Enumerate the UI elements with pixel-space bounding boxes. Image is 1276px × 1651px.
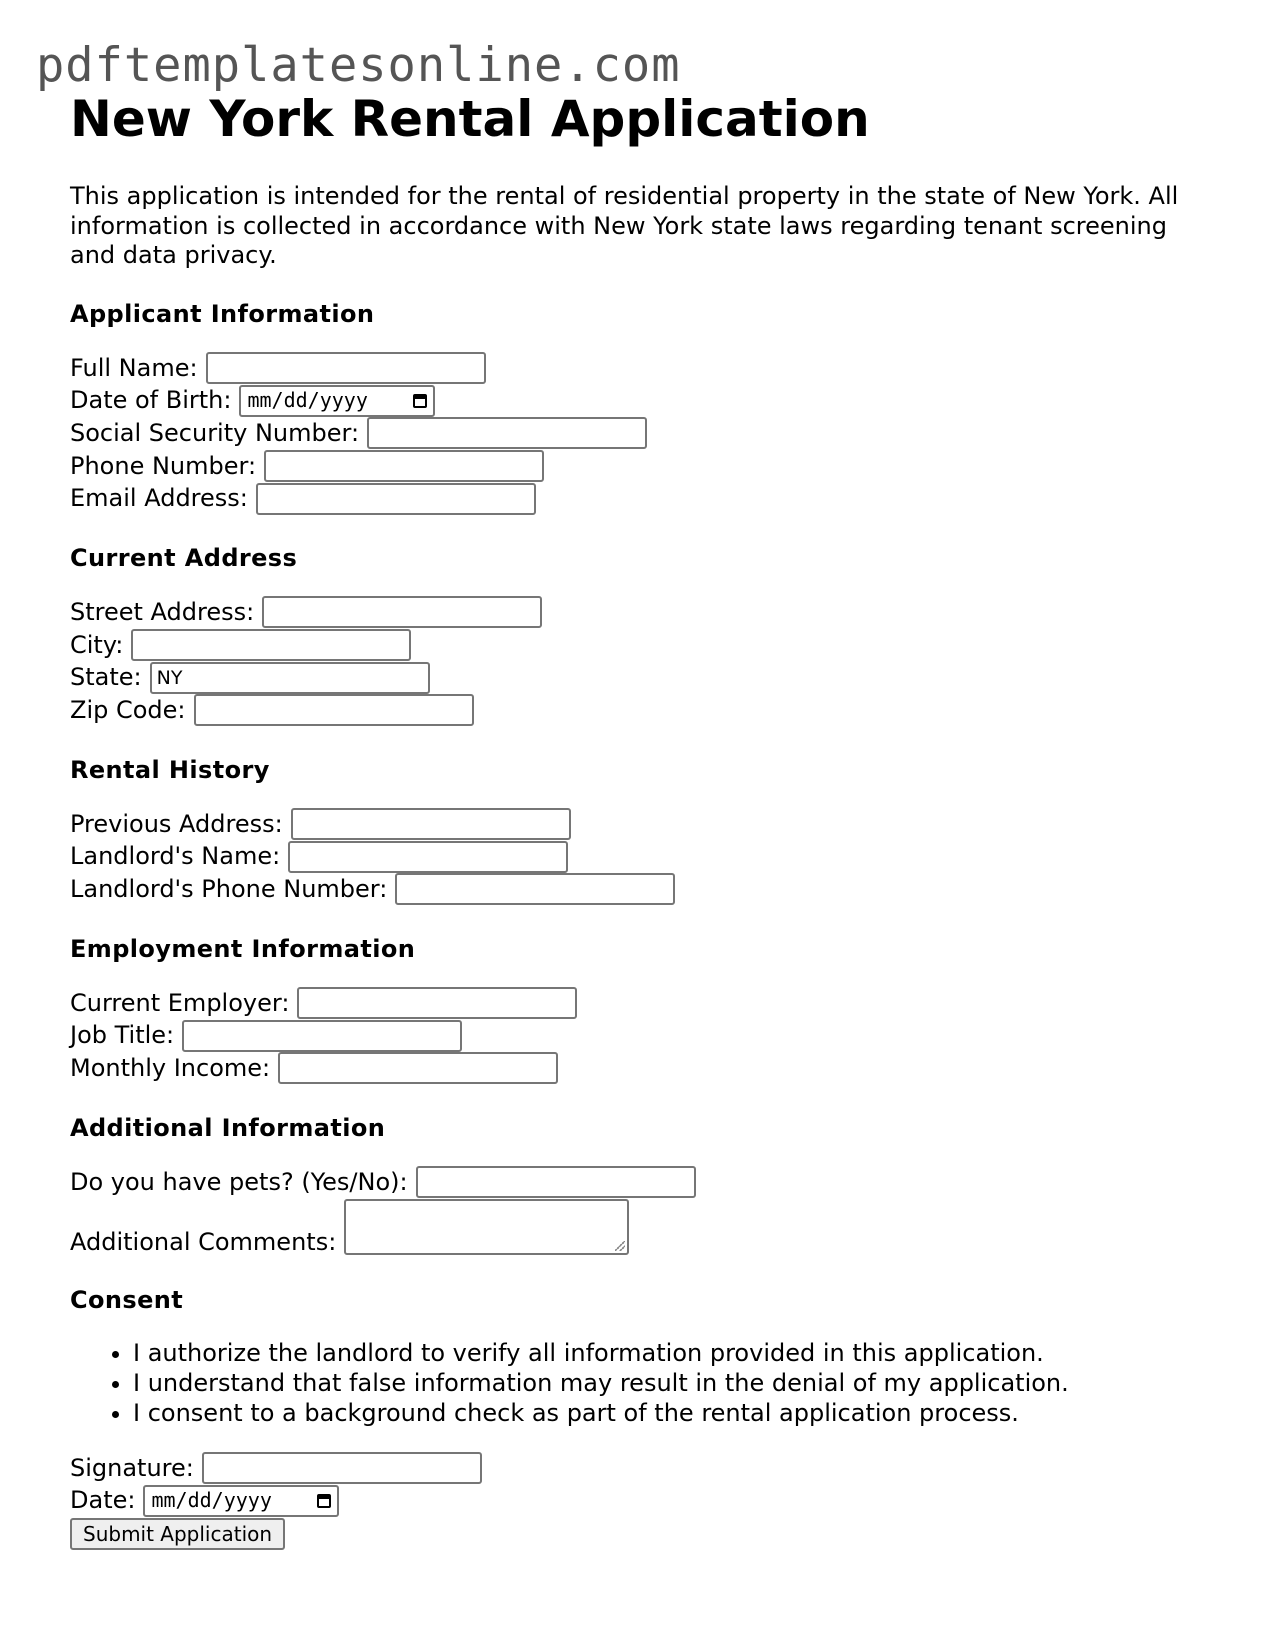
city-label: City: — [70, 630, 124, 659]
employer-row — [70, 987, 1250, 1020]
income-input[interactable] — [278, 1052, 558, 1084]
comments-row — [70, 1199, 1250, 1257]
signature-label: Signature: — [70, 1453, 194, 1482]
income-row — [70, 1052, 1250, 1085]
previous-address-row — [70, 808, 1250, 841]
landlord-phone-label: Landlord's Phone Number: — [70, 875, 388, 904]
page-title: New York Rental Application — [70, 90, 870, 148]
signature-block — [70, 1452, 1250, 1550]
date-input[interactable] — [143, 1485, 339, 1517]
section-heading-additional: Additional Information — [70, 1113, 386, 1142]
intro-text: This application is intended for the rental of residential property in the state of New York. All information is collected in accordance with New York state laws regarding tenant screening and data privacy. — [70, 182, 1179, 269]
resize-handle-icon[interactable] — [615, 1241, 625, 1251]
job-title-row — [70, 1019, 1250, 1052]
phone-label: Phone Number: — [70, 451, 257, 480]
income-label: Monthly Income: — [70, 1054, 271, 1083]
comments-textarea[interactable] — [344, 1199, 629, 1255]
date-placeholder: mm/dd/yyyy — [151, 1488, 272, 1513]
section-heading-current-address: Current Address — [70, 543, 298, 572]
state-row — [70, 661, 1250, 694]
phone-row — [70, 450, 1250, 483]
date-row — [70, 1484, 1250, 1517]
section-heading-consent: Consent — [70, 1285, 184, 1314]
ssn-input[interactable] — [367, 417, 647, 449]
ssn-label: Social Security Number: — [70, 418, 360, 447]
job-title-input[interactable] — [182, 1020, 462, 1052]
full-name-label: Full Name: — [70, 353, 198, 382]
pets-input[interactable] — [416, 1166, 696, 1198]
pets-row — [70, 1166, 1250, 1199]
state-label: State: — [70, 663, 142, 692]
zip-input[interactable] — [194, 694, 474, 726]
section-heading-employment: Employment Information — [70, 934, 416, 963]
zip-label: Zip Code: — [70, 696, 186, 724]
dob-placeholder: mm/dd/yyyy — [247, 388, 368, 413]
street-row — [70, 596, 1250, 629]
previous-address-input[interactable] — [291, 808, 571, 840]
dob-label: Date of Birth: — [70, 386, 232, 415]
email-input[interactable] — [256, 483, 536, 515]
signature-row — [70, 1452, 1250, 1485]
phone-input[interactable] — [264, 450, 544, 482]
calendar-icon[interactable] — [413, 394, 427, 408]
list-item: • I authorize the landlord to verify all information provided in this application. — [133, 1338, 1250, 1368]
zip-row — [70, 694, 1250, 727]
section-heading-applicant: Applicant Information — [70, 299, 375, 328]
date-label: Date: — [70, 1486, 136, 1515]
employer-label: Current Employer: — [70, 988, 290, 1017]
landlord-name-row — [70, 840, 1250, 873]
job-title-label: Job Title: — [70, 1021, 175, 1050]
landlord-phone-input[interactable] — [395, 873, 675, 905]
list-item: • I consent to a background check as part of the rental application process. — [133, 1398, 1250, 1428]
list-item: • I understand that false information may result in the denial of my application. — [133, 1368, 1250, 1398]
section-heading-rental-history: Rental History — [70, 755, 270, 784]
email-row — [70, 482, 1250, 515]
dob-input[interactable] — [239, 385, 435, 417]
ssn-row — [70, 417, 1250, 450]
dob-row — [70, 384, 1250, 417]
full-name-input[interactable] — [206, 352, 486, 384]
landlord-name-label: Landlord's Name: — [70, 842, 281, 871]
signature-input[interactable] — [202, 1452, 482, 1484]
full-name-row — [70, 352, 1250, 385]
submit-application-button[interactable]: Submit Application — [70, 1518, 285, 1550]
watermark: pdftemplatesonline.com — [36, 38, 681, 93]
pets-label: Do you have pets? (Yes/No): — [70, 1167, 408, 1196]
previous-address-label: Previous Address: — [70, 809, 283, 838]
city-row — [70, 629, 1250, 662]
comments-label: Additional Comments: — [70, 1227, 337, 1256]
landlord-phone-row — [70, 873, 1250, 906]
landlord-name-input[interactable] — [288, 841, 568, 873]
rental-application-form — [70, 86, 1250, 1550]
employer-input[interactable] — [297, 987, 577, 1019]
street-input[interactable] — [262, 596, 542, 628]
consent-list — [70, 1338, 1250, 1428]
city-input[interactable] — [131, 629, 411, 661]
email-label: Email Address: — [70, 484, 248, 513]
calendar-icon[interactable] — [317, 1494, 331, 1508]
state-input[interactable] — [150, 662, 430, 694]
street-label: Street Address: — [70, 597, 255, 626]
